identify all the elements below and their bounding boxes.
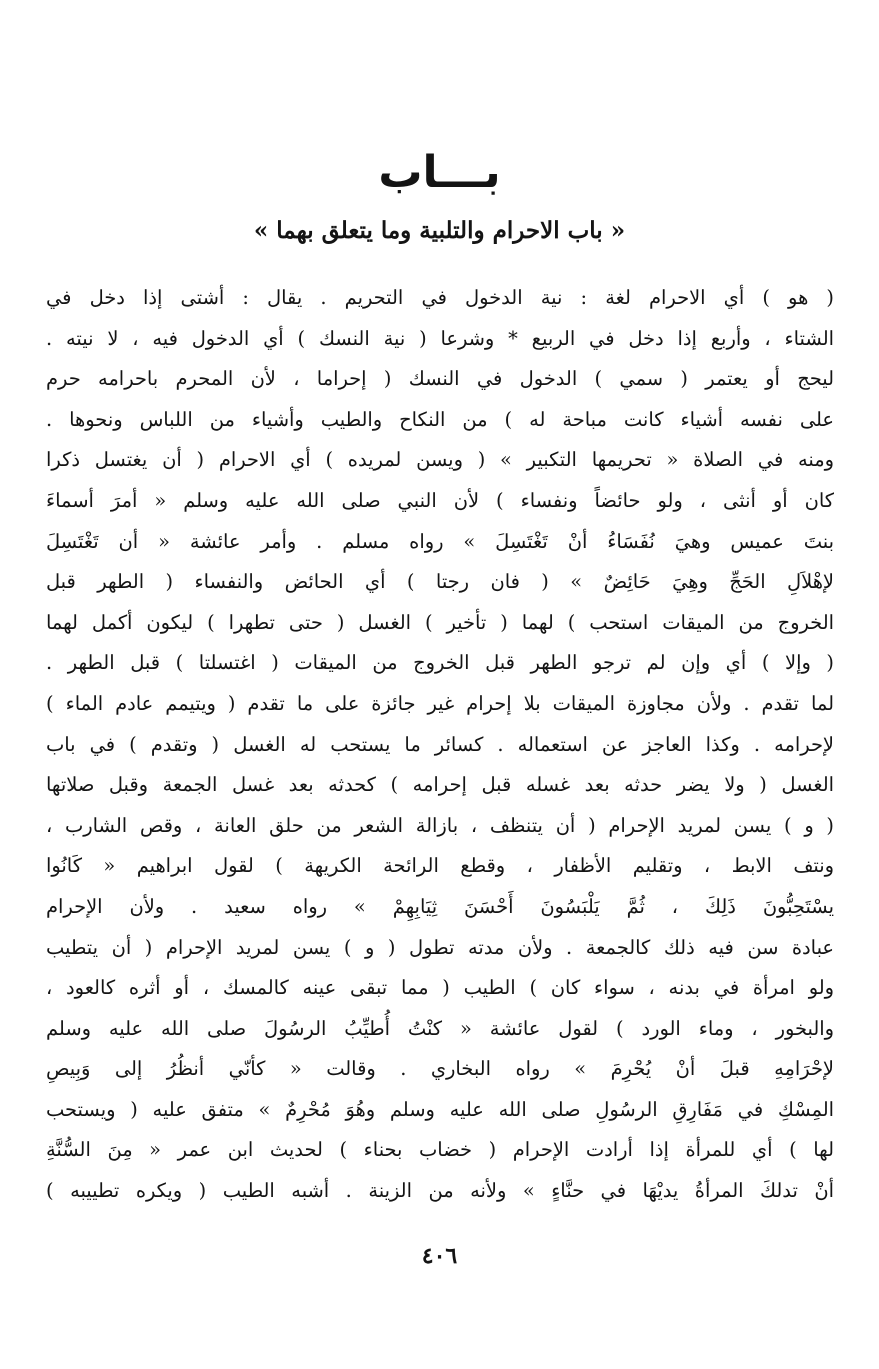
text-line: لها ) أي للمرأة إذا أرادت الإحرام ( خضاب بحناء ) لحديث ابن عمر « مِنَ السُّنَّةِ <box>46 1138 834 1162</box>
text-line: ( وإلا ) أي وإن لم ترجو الطهر قبل الخروج من الميقات ( اغتسلتا ) قبل الطهر . <box>46 651 834 675</box>
text-line: الغسل ( ولا يضر حدثه بعد غسله قبل إحرامه ) كحدثه بعد غسل الجمعة وقبل صلاتها <box>46 773 834 797</box>
text-line: لما تقدم . ولأن مجاوزة الميقات بلا إحرام غير جائزة على ما تقدم ( ويتيمم عادم الماء ) <box>46 691 834 715</box>
text-line: الخروج من الميقات استحب ) لهما ( تأخير ) الغسل ( حتى تطهرا ) ليكون أكمل لهما <box>46 610 834 634</box>
text-line: ولو امرأة في بدنه ، سواء كان ) الطيب ( مما تبقى عينه كالمسك ، أو أثره كالعود ، <box>46 976 834 1000</box>
text-line: لإهْلاَلِ الحَجِّ وهِيَ حَائِضٌ » ( فان رجتا ) أي الحائض والنفساء ( الطهر قبل <box>46 570 834 594</box>
chapter-heading: بـــاب <box>378 147 501 198</box>
text-line: ليحج أو يعتمر ( سمي ) الدخول في النسك ( إحراما ، لأن المحرم باحرامه حرم <box>46 367 834 391</box>
text-line: بنتَ عميس وهيَ نُفَسَاءُ أنْ تَغْتَسِلَ » رواه مسلم . وأمر عائشة « أن تَغْتَسِلَ <box>46 529 834 553</box>
body-text <box>46 278 834 1212</box>
text-line: ( و ) يسن لمريد الإحرام ( أن يتنظف ، بازالة الشعر من حلق العانة ، وقص الشارب ، <box>46 813 834 837</box>
text-line: لإحرامه . وكذا العاجز عن استعماله . كسائر ما يستحب له الغسل ( وتقدم ) في باب <box>46 732 834 756</box>
text-line: ونتف الابط ، وتقليم الأظفار ، وقطع الرائحة الكريهة ) لقول ابراهيم « كَانُوا <box>46 854 834 878</box>
text-line: يسْتَحِبُّونَ ذَلِكَ ، ثُمَّ يَلْبَسُونَ أَحْسَنَ ثِيَابِهِمْ » رواه سعيد . ولأن الإحرام <box>46 894 834 918</box>
text-line: المِسْكِ في مَفَارِقِ الرسُولِ صلى الله عليه وسلم وهُوَ مُحْرِمٌ » متفق عليه ( ويستحب <box>46 1097 834 1121</box>
text-line: كان أو أنثى ، ولو حائضاً ونفساء ) لأن النبي صلى الله عليه وسلم « أمرَ أسماءَ <box>46 488 834 512</box>
page-number: ٤٠٦ <box>421 1243 458 1269</box>
text-line: عبادة سن فيه ذلك كالجمعة . ولأن مدته تطول ( و ) يسن لمريد الإحرام ( أن يتطيب <box>46 935 834 959</box>
text-line: ومنه في الصلاة « تحريمها التكبير » ( ويسن لمريده ) أي الاحرام ( أن يغتسل ذكرا <box>46 448 834 472</box>
text-line: لإحْرَامِهِ قبلَ أنْ يُحْرِمَ » رواه البخاري . وقالت « كأنّي أنظُرُ إلى وَبِيصِ <box>46 1057 834 1081</box>
text-line: أنْ تدلكَ المرأةُ يديْهَا في حنَّاءٍ » ولأنه من الزينة . أشبه الطيب ( ويكره تطييبه ) <box>46 1179 834 1203</box>
text-line: والبخور ، وماء الورد ) لقول عائشة « كنْتُ أُطيِّبُ الرسُولَ صلى الله عليه وسلم <box>46 1016 834 1040</box>
text-line: ( هو ) أي الاحرام لغة : نية الدخول في التحريم . يقال : أشتى إذا دخل في <box>46 286 834 309</box>
section-title: « باب الاحرام والتلبية وما يتعلق بهما » <box>253 217 626 244</box>
text-line: على نفسه أشياء كانت مباحة له ) من النكاح والطيب وأشياء من اللباس ونحوها . <box>46 407 834 431</box>
text-line: الشتاء ، وأربع إذا دخل في الربيع * وشرعا ( نية النسك ) أي الدخول فيه ، لا نيته . <box>46 326 834 350</box>
